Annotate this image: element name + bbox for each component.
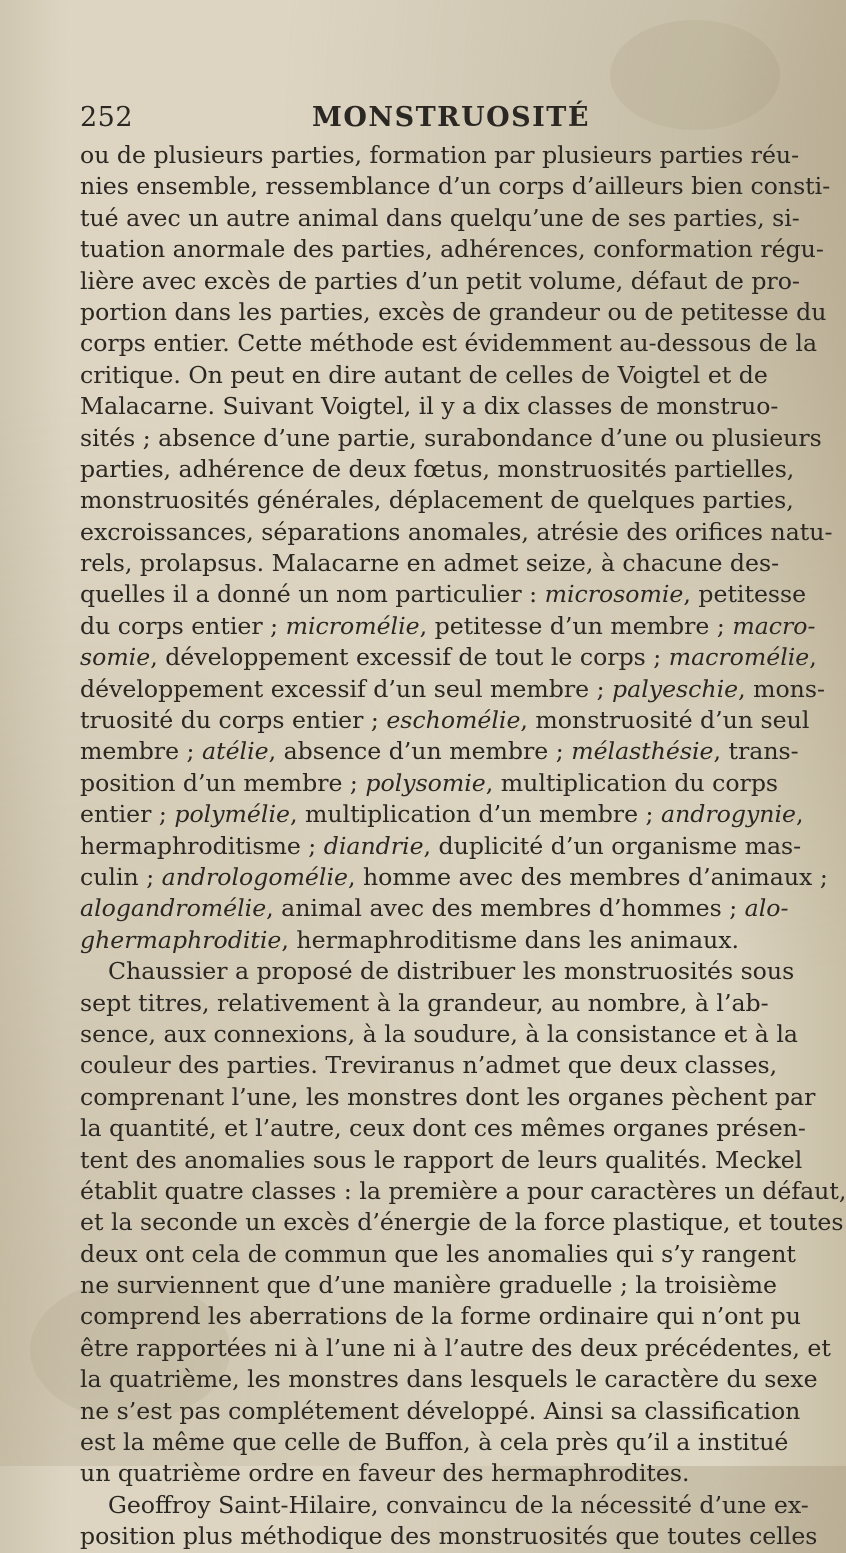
text-line: [80, 1490, 809, 1521]
text-segment: , mons-: [738, 674, 825, 703]
text-line: [80, 1082, 816, 1113]
text-line: [80, 391, 779, 422]
text-line: [80, 736, 799, 767]
text-line: [80, 423, 822, 454]
text-segment: être rapportées ni à l’une ni à l’autre des deux précédentes, et: [80, 1333, 831, 1362]
text-segment: tuation anormale des parties, adhérences, conformation régu-: [80, 235, 824, 264]
text-segment: établit quatre classes : la première a pour caractères un défaut,: [80, 1176, 846, 1205]
italic-term: andrologomélie: [161, 862, 348, 891]
text-segment: ,: [809, 643, 817, 672]
text-line: [80, 674, 825, 705]
text-segment: corps entier. Cette méthode est évidemment au-dessous de la: [80, 329, 818, 358]
page-number: 252: [80, 102, 134, 133]
text-segment: , trans-: [713, 737, 799, 766]
text-segment: , multiplication du corps: [485, 768, 779, 797]
text-segment: lière avec excès de parties d’un petit volume, défaut de pro-: [80, 266, 800, 295]
text-segment: membre ;: [80, 737, 203, 766]
text-line: [80, 1145, 803, 1176]
text-segment: deux ont cela de commun que les anomalies qui s’y rangent: [80, 1239, 796, 1268]
italic-term: macro-: [732, 611, 816, 640]
text-line: [80, 1458, 756, 1489]
text-line: [80, 988, 769, 1019]
text-segment: la quantité, et l’autre, ceux dont ces mêmes organes présen-: [80, 1114, 806, 1143]
text-line: [80, 1239, 796, 1270]
text-line: [80, 611, 816, 642]
text-segment: nies ensemble, ressemblance d’un corps d’ailleurs bien consti-: [80, 172, 831, 201]
text-segment: truosité du corps entier ;: [80, 706, 387, 735]
text-line: [80, 171, 831, 202]
text-segment: tué avec un autre animal dans quelqu’une de ses parties, si-: [80, 203, 800, 232]
text-segment: excroissances, séparations anomales, atrésie des orifices natu-: [80, 517, 833, 546]
text-segment: entier ;: [80, 800, 175, 829]
text-segment: Malacarne. Suivant Voigtel, il y a dix classes de monstruo-: [80, 392, 779, 421]
text-line: [80, 768, 779, 799]
italic-term: palyeschie: [612, 674, 739, 703]
italic-term: polymélie: [174, 800, 290, 829]
text-line: [80, 1396, 801, 1427]
text-line: [80, 203, 800, 234]
italic-term: mélasthésie: [571, 737, 714, 766]
text-line: [80, 1301, 801, 1332]
italic-term: alogandromélie: [80, 894, 267, 923]
text-segment: monstruosités générales, déplacement de quelques parties,: [80, 486, 794, 515]
text-segment: sence, aux connexions, à la soudure, à la consistance et à la: [80, 1019, 798, 1048]
text-segment: portion dans les parties, excès de grandeur ou de petitesse du: [80, 297, 827, 326]
text-segment: développement excessif d’un seul membre ;: [80, 674, 613, 703]
text-segment: quelles il a donné un nom particulier :: [80, 580, 545, 609]
text-line: [80, 1176, 846, 1207]
text-line: [80, 705, 810, 736]
italic-term: ghermaphroditie: [80, 925, 282, 954]
text-line: [80, 1521, 818, 1552]
text-segment: ,: [795, 800, 804, 829]
italic-term: macromélie: [668, 643, 810, 672]
text-segment: , duplicité d’un organisme mas-: [423, 831, 802, 860]
text-segment: , petitesse: [683, 580, 807, 609]
italic-term: diandrie: [323, 831, 424, 860]
text-segment: , multiplication d’un membre ;: [289, 800, 661, 829]
italic-term: micromélie: [285, 611, 420, 640]
text-line: [80, 1207, 844, 1238]
text-segment: , petitesse d’un membre ;: [419, 611, 733, 640]
text-line: [80, 799, 804, 830]
italic-term: somie: [80, 643, 151, 672]
text-line: [80, 266, 800, 297]
text-line: [80, 1270, 777, 1301]
text-line: [80, 862, 828, 893]
text-line: [80, 1019, 798, 1050]
text-line: [80, 485, 794, 516]
text-line: [80, 1333, 831, 1364]
text-line: [80, 548, 780, 579]
text-segment: parties, adhérence de deux fœtus, monstruosités partielles,: [80, 454, 795, 483]
text-segment: ne s’est pas complétement développé. Ainsi sa classification: [80, 1396, 801, 1425]
text-line: [80, 140, 800, 171]
text-line: [80, 517, 833, 548]
running-title: MONSTRUOSITÉ: [312, 102, 590, 133]
text-line: [80, 234, 824, 265]
text-segment: , développement excessif de tout le corps ;: [150, 643, 669, 672]
text-segment: , monstruosité d’un seul: [520, 706, 810, 735]
italic-term: polysomie: [365, 768, 486, 797]
text-segment: critique. On peut en dire autant de celles de Voigtel et de: [80, 360, 768, 389]
text-line: [80, 328, 818, 359]
text-segment: position plus méthodique des monstruosités que toutes celles: [80, 1522, 818, 1551]
text-segment: est la même que celle de Buffon, à cela près qu’il a institué: [80, 1428, 789, 1457]
text-segment: , homme avec des membres d’animaux ;: [347, 862, 828, 891]
text-line: [80, 297, 827, 328]
italic-term: androgynie: [661, 800, 796, 829]
italic-term: atélie: [202, 737, 269, 766]
italic-term: microsomie: [544, 580, 684, 609]
text-line: [80, 831, 802, 862]
text-segment: hermaphroditisme ;: [80, 831, 324, 860]
text-line: [80, 360, 768, 391]
text-segment: culin ;: [80, 862, 162, 891]
text-line: [80, 454, 795, 485]
text-segment: comprenant l’une, les monstres dont les organes pèchent par: [80, 1082, 816, 1111]
text-line: [80, 1113, 806, 1144]
text-segment: ou de plusieurs parties, formation par plusieurs parties réu-: [80, 141, 800, 169]
text-line: [80, 925, 756, 956]
italic-term: alo-: [744, 894, 789, 923]
text-segment: Chaussier a proposé de distribuer les monstruosités sous: [108, 957, 795, 986]
text-line: [80, 956, 795, 987]
text-segment: comprend les aberrations de la forme ordinaire qui n’ont pu: [80, 1302, 801, 1331]
italic-term: eschomélie: [386, 706, 521, 735]
text-line: [80, 579, 807, 610]
text-segment: rels, prolapsus. Malacarne en admet seize, à chacune des-: [80, 549, 780, 578]
text-segment: , absence d’un membre ;: [268, 737, 572, 766]
text-segment: la quatrième, les monstres dans lesquels le caractère du sexe: [80, 1365, 818, 1394]
text-segment: , hermaphroditisme dans les animaux.: [281, 925, 740, 954]
text-line: [80, 893, 789, 924]
text-line: [80, 1050, 778, 1081]
text-line: [80, 1364, 818, 1395]
text-segment: ne surviennent que d’une manière graduelle ; la troisième: [80, 1271, 777, 1300]
text-line: [80, 1427, 789, 1458]
text-segment: un quatrième ordre en faveur des hermaphrodites.: [80, 1459, 690, 1488]
text-line: [80, 642, 817, 673]
running-head: [80, 102, 740, 142]
text-segment: position d’un membre ;: [80, 768, 366, 797]
body-text: [80, 140, 846, 1553]
text-segment: sept titres, relativement à la grandeur, au nombre, à l’ab-: [80, 988, 769, 1017]
text-segment: sités ; absence d’une partie, surabondance d’une ou plusieurs: [80, 423, 822, 452]
text-segment: du corps entier ;: [80, 611, 286, 640]
text-segment: couleur des parties. Treviranus n’admet que deux classes,: [80, 1051, 778, 1080]
text-segment: Geoffroy Saint-Hilaire, convaincu de la nécessité d’une ex-: [108, 1490, 809, 1519]
text-segment: tent des anomalies sous le rapport de leurs qualités. Meckel: [80, 1145, 803, 1174]
text-segment: et la seconde un excès d’énergie de la force plastique, et toutes: [80, 1208, 844, 1237]
text-segment: , animal avec des membres d’hommes ;: [266, 894, 745, 923]
